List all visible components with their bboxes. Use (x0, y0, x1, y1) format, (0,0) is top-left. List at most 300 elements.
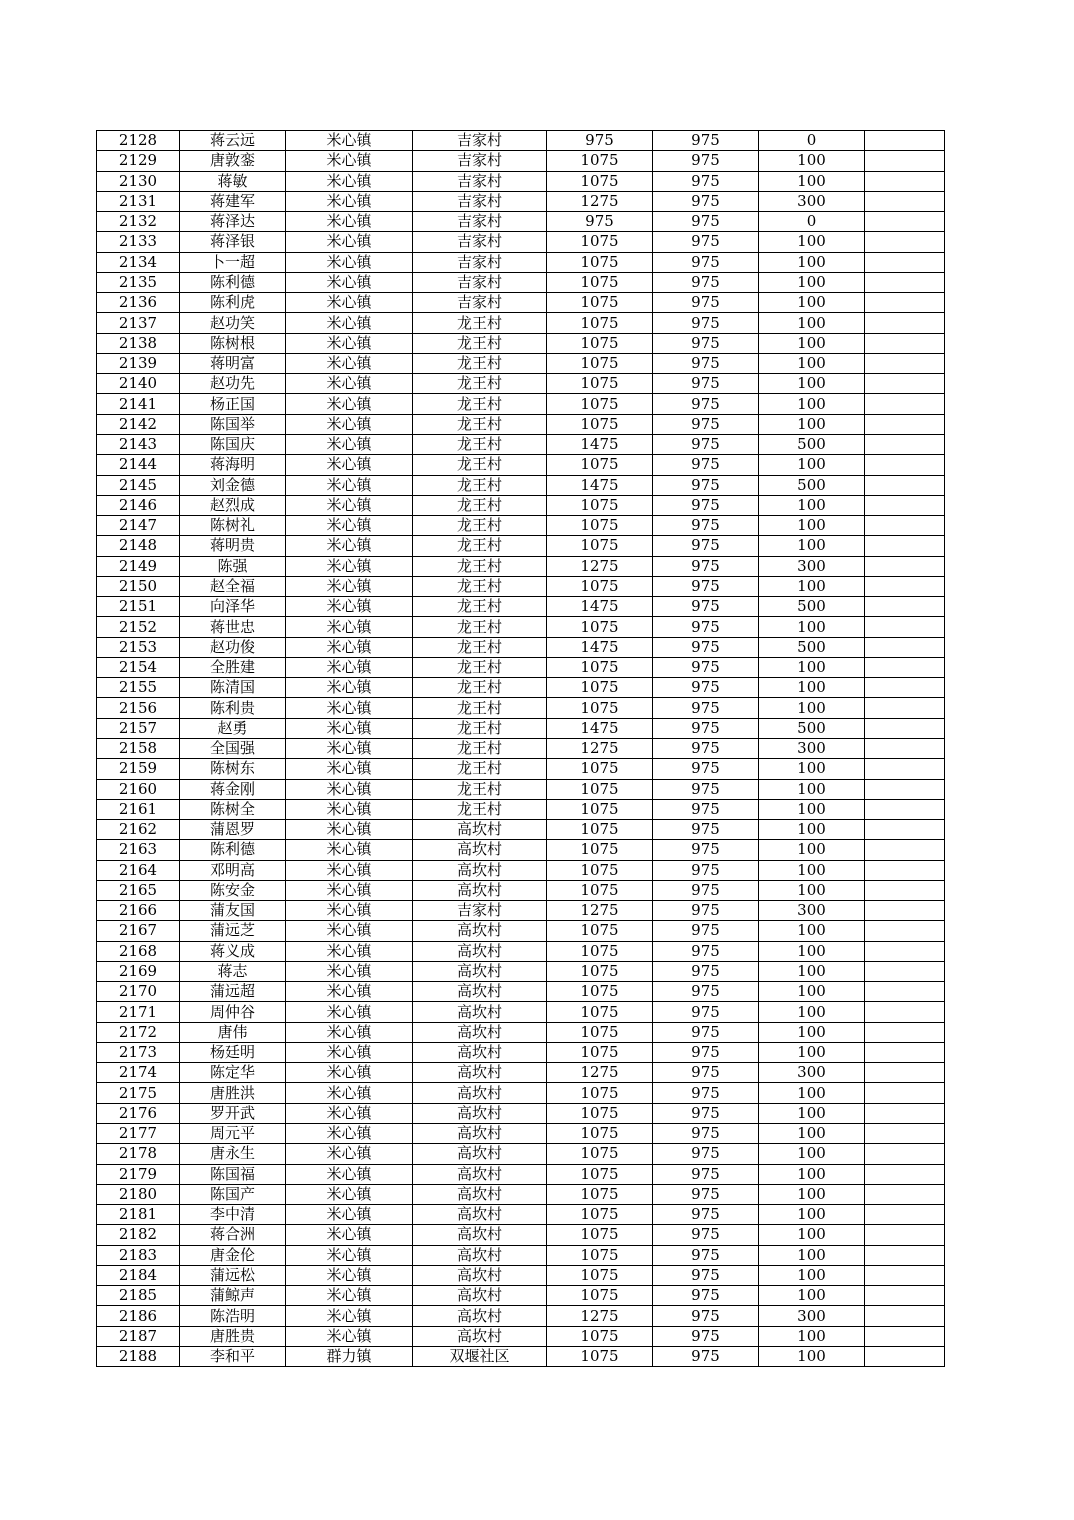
amount-b-cell: 975 (653, 880, 759, 900)
table-row (97, 394, 945, 414)
row-number-cell: 2133 (97, 232, 180, 252)
remark-cell (865, 293, 945, 313)
village-cell: 龙王村 (413, 617, 547, 637)
amount-a-cell: 1075 (547, 313, 653, 333)
amount-diff-cell: 100 (759, 151, 865, 171)
town-cell: 米心镇 (286, 1205, 413, 1225)
town-cell: 米心镇 (286, 698, 413, 718)
amount-a-cell: 1075 (547, 961, 653, 981)
person-name-cell: 蒋泽银 (180, 232, 286, 252)
row-number-cell: 2146 (97, 495, 180, 515)
village-cell: 吉家村 (413, 293, 547, 313)
village-cell: 高坎村 (413, 1326, 547, 1346)
table-row (97, 293, 945, 313)
amount-diff-cell: 100 (759, 1326, 865, 1346)
remark-cell (865, 1103, 945, 1123)
amount-diff-cell: 100 (759, 293, 865, 313)
remark-cell (865, 151, 945, 171)
amount-b-cell: 975 (653, 414, 759, 434)
table-row (97, 738, 945, 758)
person-name-cell: 赵勇 (180, 718, 286, 738)
town-cell: 米心镇 (286, 799, 413, 819)
amount-diff-cell: 500 (759, 718, 865, 738)
remark-cell (865, 1164, 945, 1184)
town-cell: 米心镇 (286, 232, 413, 252)
table-row (97, 455, 945, 475)
amount-b-cell: 975 (653, 759, 759, 779)
table-row (97, 1205, 945, 1225)
town-cell: 米心镇 (286, 1103, 413, 1123)
amount-a-cell: 1075 (547, 1245, 653, 1265)
amount-diff-cell: 100 (759, 1164, 865, 1184)
person-name-cell: 蒲友国 (180, 901, 286, 921)
town-cell: 米心镇 (286, 252, 413, 272)
person-name-cell: 蒋泽达 (180, 212, 286, 232)
town-cell: 米心镇 (286, 556, 413, 576)
town-cell: 米心镇 (286, 1042, 413, 1062)
amount-a-cell: 1275 (547, 556, 653, 576)
village-cell: 高坎村 (413, 961, 547, 981)
table-row (97, 1265, 945, 1285)
village-cell: 龙王村 (413, 374, 547, 394)
table-row (97, 536, 945, 556)
row-number-cell: 2172 (97, 1022, 180, 1042)
amount-b-cell: 975 (653, 1286, 759, 1306)
table-row (97, 1022, 945, 1042)
amount-a-cell: 1075 (547, 657, 653, 677)
village-cell: 高坎村 (413, 1002, 547, 1022)
amount-b-cell: 975 (653, 901, 759, 921)
person-name-cell: 赵功先 (180, 374, 286, 394)
town-cell: 米心镇 (286, 272, 413, 292)
remark-cell (865, 1265, 945, 1285)
remark-cell (865, 131, 945, 151)
town-cell: 米心镇 (286, 414, 413, 434)
town-cell: 米心镇 (286, 1326, 413, 1346)
person-name-cell: 唐伟 (180, 1022, 286, 1042)
amount-diff-cell: 300 (759, 191, 865, 211)
amount-b-cell: 975 (653, 637, 759, 657)
village-cell: 高坎村 (413, 1103, 547, 1123)
row-number-cell: 2149 (97, 556, 180, 576)
person-name-cell: 李和平 (180, 1346, 286, 1366)
remark-cell (865, 516, 945, 536)
row-number-cell: 2154 (97, 657, 180, 677)
table-row (97, 820, 945, 840)
remark-cell (865, 394, 945, 414)
village-cell: 龙王村 (413, 759, 547, 779)
amount-diff-cell: 100 (759, 313, 865, 333)
village-cell: 高坎村 (413, 1205, 547, 1225)
amount-a-cell: 1275 (547, 1306, 653, 1326)
person-name-cell: 陈利德 (180, 840, 286, 860)
person-name-cell: 陈国庆 (180, 434, 286, 454)
remark-cell (865, 1083, 945, 1103)
amount-a-cell: 1075 (547, 455, 653, 475)
village-cell: 龙王村 (413, 738, 547, 758)
town-cell: 米心镇 (286, 495, 413, 515)
amount-a-cell: 975 (547, 212, 653, 232)
row-number-cell: 2128 (97, 131, 180, 151)
amount-diff-cell: 100 (759, 698, 865, 718)
row-number-cell: 2171 (97, 1002, 180, 1022)
amount-a-cell: 1075 (547, 1103, 653, 1123)
table-row (97, 921, 945, 941)
row-number-cell: 2159 (97, 759, 180, 779)
amount-a-cell: 1475 (547, 718, 653, 738)
remark-cell (865, 1124, 945, 1144)
remark-cell (865, 840, 945, 860)
amount-diff-cell: 100 (759, 617, 865, 637)
amount-a-cell: 1075 (547, 536, 653, 556)
person-name-cell: 全国强 (180, 738, 286, 758)
amount-b-cell: 975 (653, 131, 759, 151)
remark-cell (865, 191, 945, 211)
table-row (97, 374, 945, 394)
table-row (97, 576, 945, 596)
table-row (97, 1326, 945, 1346)
row-number-cell: 2177 (97, 1124, 180, 1144)
amount-a-cell: 1075 (547, 698, 653, 718)
village-cell: 吉家村 (413, 252, 547, 272)
amount-diff-cell: 100 (759, 353, 865, 373)
table-row (97, 637, 945, 657)
village-cell: 吉家村 (413, 131, 547, 151)
person-name-cell: 赵烈成 (180, 495, 286, 515)
table-row (97, 1164, 945, 1184)
amount-b-cell: 975 (653, 374, 759, 394)
town-cell: 米心镇 (286, 1083, 413, 1103)
row-number-cell: 2144 (97, 455, 180, 475)
village-cell: 龙王村 (413, 455, 547, 475)
row-number-cell: 2163 (97, 840, 180, 860)
town-cell: 米心镇 (286, 171, 413, 191)
table-row (97, 516, 945, 536)
remark-cell (865, 698, 945, 718)
village-cell: 高坎村 (413, 1265, 547, 1285)
person-name-cell: 赵全福 (180, 576, 286, 596)
row-number-cell: 2134 (97, 252, 180, 272)
table-row (97, 1286, 945, 1306)
table-row (97, 698, 945, 718)
village-cell: 吉家村 (413, 171, 547, 191)
row-number-cell: 2153 (97, 637, 180, 657)
amount-diff-cell: 100 (759, 820, 865, 840)
row-number-cell: 2158 (97, 738, 180, 758)
table-row (97, 353, 945, 373)
amount-diff-cell: 100 (759, 414, 865, 434)
remark-cell (865, 333, 945, 353)
village-cell: 高坎村 (413, 982, 547, 1002)
amount-diff-cell: 100 (759, 1184, 865, 1204)
amount-a-cell: 1075 (547, 151, 653, 171)
table-row (97, 1306, 945, 1326)
village-cell: 龙王村 (413, 333, 547, 353)
remark-cell (865, 536, 945, 556)
amount-a-cell: 1075 (547, 1225, 653, 1245)
remark-cell (865, 961, 945, 981)
table-row (97, 1124, 945, 1144)
person-name-cell: 唐金伦 (180, 1245, 286, 1265)
village-cell: 龙王村 (413, 394, 547, 414)
row-number-cell: 2135 (97, 272, 180, 292)
remark-cell (865, 313, 945, 333)
amount-b-cell: 975 (653, 333, 759, 353)
amount-b-cell: 975 (653, 252, 759, 272)
village-cell: 龙王村 (413, 718, 547, 738)
remark-cell (865, 1346, 945, 1366)
remark-cell (865, 759, 945, 779)
amount-a-cell: 1075 (547, 1326, 653, 1346)
town-cell: 米心镇 (286, 1144, 413, 1164)
table-row (97, 1002, 945, 1022)
amount-diff-cell: 500 (759, 434, 865, 454)
row-number-cell: 2180 (97, 1184, 180, 1204)
person-name-cell: 蒋明富 (180, 353, 286, 373)
remark-cell (865, 374, 945, 394)
amount-b-cell: 975 (653, 576, 759, 596)
amount-a-cell: 1075 (547, 516, 653, 536)
table-row (97, 860, 945, 880)
town-cell: 米心镇 (286, 1164, 413, 1184)
row-number-cell: 2162 (97, 820, 180, 840)
table-row (97, 495, 945, 515)
row-number-cell: 2170 (97, 982, 180, 1002)
remark-cell (865, 921, 945, 941)
person-name-cell: 陈利贵 (180, 698, 286, 718)
row-number-cell: 2132 (97, 212, 180, 232)
amount-a-cell: 1075 (547, 272, 653, 292)
village-cell: 高坎村 (413, 1124, 547, 1144)
person-name-cell: 唐胜贵 (180, 1326, 286, 1346)
town-cell: 米心镇 (286, 333, 413, 353)
amount-b-cell: 975 (653, 1022, 759, 1042)
town-cell: 米心镇 (286, 597, 413, 617)
amount-a-cell: 1275 (547, 738, 653, 758)
village-cell: 高坎村 (413, 1022, 547, 1042)
village-cell: 高坎村 (413, 941, 547, 961)
person-name-cell: 蒋云远 (180, 131, 286, 151)
person-name-cell: 向泽华 (180, 597, 286, 617)
table-row (97, 475, 945, 495)
amount-diff-cell: 100 (759, 1103, 865, 1123)
table-row (97, 759, 945, 779)
village-cell: 高坎村 (413, 1083, 547, 1103)
amount-a-cell: 1075 (547, 617, 653, 637)
amount-a-cell: 1075 (547, 982, 653, 1002)
amount-diff-cell: 100 (759, 1124, 865, 1144)
amount-diff-cell: 300 (759, 738, 865, 758)
amount-a-cell: 1075 (547, 1042, 653, 1062)
amount-a-cell: 1075 (547, 353, 653, 373)
person-name-cell: 陈浩明 (180, 1306, 286, 1326)
row-number-cell: 2181 (97, 1205, 180, 1225)
amount-b-cell: 975 (653, 1306, 759, 1326)
amount-b-cell: 975 (653, 1144, 759, 1164)
row-number-cell: 2167 (97, 921, 180, 941)
person-name-cell: 赵功俊 (180, 637, 286, 657)
amount-diff-cell: 100 (759, 1265, 865, 1285)
row-number-cell: 2185 (97, 1286, 180, 1306)
amount-diff-cell: 100 (759, 171, 865, 191)
town-cell: 米心镇 (286, 1286, 413, 1306)
person-name-cell: 周仲谷 (180, 1002, 286, 1022)
person-name-cell: 全胜建 (180, 657, 286, 677)
person-name-cell: 蒲鲸声 (180, 1286, 286, 1306)
town-cell: 米心镇 (286, 1184, 413, 1204)
town-cell: 米心镇 (286, 921, 413, 941)
person-name-cell: 陈树全 (180, 799, 286, 819)
person-name-cell: 陈安金 (180, 880, 286, 900)
remark-cell (865, 353, 945, 373)
amount-a-cell: 1075 (547, 1184, 653, 1204)
row-number-cell: 2145 (97, 475, 180, 495)
town-cell: 米心镇 (286, 779, 413, 799)
amount-a-cell: 1275 (547, 191, 653, 211)
amount-diff-cell: 100 (759, 1144, 865, 1164)
amount-diff-cell: 100 (759, 1002, 865, 1022)
amount-b-cell: 975 (653, 1124, 759, 1144)
amount-diff-cell: 500 (759, 597, 865, 617)
village-cell: 高坎村 (413, 1164, 547, 1184)
table-row (97, 212, 945, 232)
row-number-cell: 2188 (97, 1346, 180, 1366)
town-cell: 米心镇 (286, 353, 413, 373)
amount-b-cell: 975 (653, 516, 759, 536)
table-row (97, 901, 945, 921)
village-cell: 龙王村 (413, 698, 547, 718)
table-row (97, 718, 945, 738)
table-row (97, 414, 945, 434)
row-number-cell: 2187 (97, 1326, 180, 1346)
remark-cell (865, 414, 945, 434)
village-cell: 龙王村 (413, 414, 547, 434)
amount-diff-cell: 100 (759, 1042, 865, 1062)
amount-diff-cell: 100 (759, 1083, 865, 1103)
amount-b-cell: 975 (653, 1346, 759, 1366)
table-row (97, 313, 945, 333)
amount-a-cell: 1075 (547, 840, 653, 860)
row-number-cell: 2130 (97, 171, 180, 191)
amount-b-cell: 975 (653, 1042, 759, 1062)
amount-diff-cell: 100 (759, 232, 865, 252)
remark-cell (865, 880, 945, 900)
town-cell: 米心镇 (286, 455, 413, 475)
row-number-cell: 2165 (97, 880, 180, 900)
amount-b-cell: 975 (653, 738, 759, 758)
remark-cell (865, 1245, 945, 1265)
remark-cell (865, 637, 945, 657)
row-number-cell: 2175 (97, 1083, 180, 1103)
amount-b-cell: 975 (653, 941, 759, 961)
person-name-cell: 蒋明贵 (180, 536, 286, 556)
amount-diff-cell: 100 (759, 536, 865, 556)
remark-cell (865, 799, 945, 819)
village-cell: 龙王村 (413, 637, 547, 657)
person-name-cell: 蒋建军 (180, 191, 286, 211)
amount-b-cell: 975 (653, 495, 759, 515)
amount-a-cell: 1075 (547, 414, 653, 434)
remark-cell (865, 232, 945, 252)
amount-a-cell: 1475 (547, 597, 653, 617)
amount-diff-cell: 300 (759, 901, 865, 921)
table-row (97, 1063, 945, 1083)
remark-cell (865, 901, 945, 921)
amount-diff-cell: 100 (759, 860, 865, 880)
town-cell: 米心镇 (286, 678, 413, 698)
village-cell: 高坎村 (413, 1286, 547, 1306)
amount-b-cell: 975 (653, 921, 759, 941)
row-number-cell: 2168 (97, 941, 180, 961)
amount-diff-cell: 100 (759, 779, 865, 799)
amount-b-cell: 975 (653, 272, 759, 292)
row-number-cell: 2186 (97, 1306, 180, 1326)
row-number-cell: 2178 (97, 1144, 180, 1164)
town-cell: 米心镇 (286, 475, 413, 495)
person-name-cell: 蒋海明 (180, 455, 286, 475)
amount-a-cell: 1075 (547, 1286, 653, 1306)
amount-a-cell: 1075 (547, 1022, 653, 1042)
amount-diff-cell: 100 (759, 1346, 865, 1366)
table-row (97, 1042, 945, 1062)
remark-cell (865, 820, 945, 840)
village-cell: 高坎村 (413, 1042, 547, 1062)
person-name-cell: 蒲远芝 (180, 921, 286, 941)
remark-cell (865, 982, 945, 1002)
town-cell: 米心镇 (286, 516, 413, 536)
town-cell: 米心镇 (286, 1063, 413, 1083)
amount-a-cell: 1075 (547, 880, 653, 900)
amount-diff-cell: 100 (759, 252, 865, 272)
row-number-cell: 2174 (97, 1063, 180, 1083)
village-cell: 吉家村 (413, 191, 547, 211)
town-cell: 米心镇 (286, 434, 413, 454)
amount-diff-cell: 500 (759, 637, 865, 657)
amount-a-cell: 1075 (547, 495, 653, 515)
remark-cell (865, 1022, 945, 1042)
remark-cell (865, 941, 945, 961)
amount-a-cell: 1075 (547, 232, 653, 252)
remark-cell (865, 779, 945, 799)
row-number-cell: 2151 (97, 597, 180, 617)
village-cell: 龙王村 (413, 597, 547, 617)
row-number-cell: 2131 (97, 191, 180, 211)
amount-a-cell: 1075 (547, 1346, 653, 1366)
town-cell: 群力镇 (286, 1346, 413, 1366)
amount-a-cell: 1075 (547, 1164, 653, 1184)
amount-b-cell: 975 (653, 475, 759, 495)
village-cell: 高坎村 (413, 820, 547, 840)
table-row (97, 617, 945, 637)
table-row (97, 252, 945, 272)
town-cell: 米心镇 (286, 840, 413, 860)
row-number-cell: 2150 (97, 576, 180, 596)
person-name-cell: 蒲远松 (180, 1265, 286, 1285)
town-cell: 米心镇 (286, 576, 413, 596)
table-row (97, 840, 945, 860)
amount-diff-cell: 300 (759, 1063, 865, 1083)
village-cell: 吉家村 (413, 272, 547, 292)
village-cell: 吉家村 (413, 151, 547, 171)
amount-b-cell: 975 (653, 536, 759, 556)
amount-diff-cell: 100 (759, 840, 865, 860)
table-row (97, 1346, 945, 1366)
amount-b-cell: 975 (653, 820, 759, 840)
village-cell: 龙王村 (413, 475, 547, 495)
amount-diff-cell: 100 (759, 1022, 865, 1042)
row-number-cell: 2139 (97, 353, 180, 373)
town-cell: 米心镇 (286, 1245, 413, 1265)
